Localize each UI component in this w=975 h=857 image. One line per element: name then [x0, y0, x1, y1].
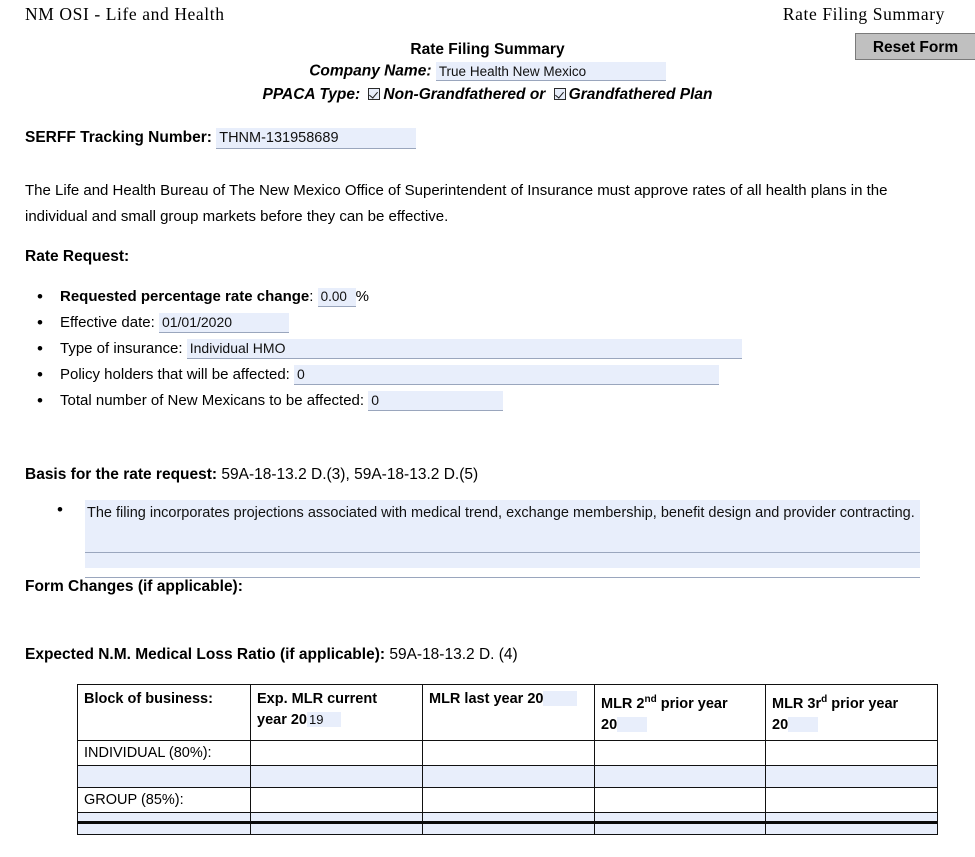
reset-form-button[interactable]: Reset Form — [855, 33, 975, 60]
list-item-effective-date — [60, 310, 975, 336]
column-mlr-3rd-sup: d — [821, 694, 828, 705]
rate-request-list — [25, 284, 975, 414]
form-changes-heading: Form Changes (if applicable): — [25, 578, 243, 595]
column-mlr-2nd-label: MLR 2 — [601, 695, 645, 712]
row-label-group: GROUP (85%): — [78, 787, 251, 812]
policy-holders-input[interactable] — [294, 365, 719, 385]
column-block-of-business-label: Block of business: — [84, 691, 213, 707]
cell-individual-2nd[interactable] — [595, 740, 766, 765]
percentage-rate-change-input[interactable] — [318, 288, 356, 307]
percentage-rate-change-label: Requested percentage rate change — [60, 288, 310, 305]
exp-mlr-current-year-input[interactable] — [307, 712, 341, 727]
percentage-rate-change-colon: : — [309, 288, 318, 305]
column-block-of-business — [78, 685, 251, 741]
cell-individual-current[interactable] — [251, 740, 423, 765]
header-left-text: NM OSI - Life and Health — [25, 4, 225, 24]
non-grandfathered-label: Non-Grandfathered or — [383, 86, 546, 103]
grandfathered-label: Grandfathered Plan — [568, 86, 713, 103]
document-header — [0, 4, 975, 30]
list-item-total-new-mexicans — [60, 388, 975, 414]
column-mlr-3rd-tail: prior year — [827, 695, 899, 712]
mlr-citation: 59A-18-13.2 D. (4) — [385, 646, 518, 663]
cell-individual-blank-last[interactable] — [423, 765, 595, 787]
serff-tracking-number-input[interactable] — [216, 128, 416, 149]
mlr-table — [77, 684, 938, 835]
cell-group-current[interactable] — [251, 787, 423, 812]
ppaca-type-row — [0, 86, 975, 104]
column-exp-mlr-current-year — [251, 685, 423, 741]
cell-individual-3rd[interactable] — [766, 740, 938, 765]
grandfathered-checkbox[interactable] — [554, 88, 566, 100]
company-name-label: Company Name: — [309, 62, 432, 80]
basis-underline-1 — [85, 552, 920, 553]
cell-group-last[interactable] — [423, 787, 595, 812]
table-bottom-rule — [77, 821, 937, 824]
effective-date-label: Effective date: — [60, 314, 159, 331]
column-mlr-2nd-prior-year — [595, 685, 766, 741]
column-mlr-last-year — [423, 685, 595, 741]
total-new-mexicans-label: Total number of New Mexicans to be affected: — [60, 392, 369, 409]
cell-individual-blank-2nd[interactable] — [595, 765, 766, 787]
basis-text-input[interactable] — [85, 500, 920, 568]
list-item-percentage-rate-change — [60, 284, 975, 310]
type-of-insurance-label: Type of insurance: — [60, 340, 187, 357]
company-name-input[interactable] — [436, 62, 666, 81]
cell-group-2nd[interactable] — [595, 787, 766, 812]
cell-individual-blank-current[interactable] — [251, 765, 423, 787]
column-mlr-2nd-line2: 20 — [601, 716, 618, 733]
non-grandfathered-checkbox[interactable] — [368, 88, 380, 100]
percent-symbol: % — [355, 288, 369, 305]
rate-request-heading: Rate Request: — [25, 248, 130, 265]
table-header-row — [78, 685, 938, 741]
page-title: Rate Filing Summary — [410, 41, 565, 58]
list-item-type-of-insurance — [60, 336, 975, 362]
company-name-row — [0, 62, 975, 81]
type-of-insurance-input[interactable] — [187, 339, 742, 359]
cell-individual-last[interactable] — [423, 740, 595, 765]
table-row — [78, 787, 938, 812]
header-right-text: Rate Filing Summary — [782, 4, 945, 24]
list-item-policy-holders — [60, 362, 975, 388]
row-label-individual-blank[interactable] — [78, 765, 251, 787]
column-mlr-3rd-prior-year — [766, 685, 938, 741]
mlr-last-year-input[interactable] — [543, 691, 577, 706]
policy-holders-label: Policy holders that will be affected: — [60, 366, 295, 383]
basis-citation: 59A-18-13.2 D.(3), 59A-18-13.2 D.(5) — [217, 466, 479, 483]
basis-label: Basis for the rate request: — [25, 466, 218, 483]
column-mlr-3rd-label: MLR 3r — [772, 695, 822, 712]
serff-label: SERFF Tracking Number: — [25, 129, 212, 146]
ppaca-type-label: PPACA Type: — [262, 86, 361, 103]
basis-bullet-icon: • — [57, 500, 63, 519]
column-mlr-2nd-sup: nd — [644, 694, 657, 705]
mlr-label: Expected N.M. Medical Loss Ratio (if applicable): — [25, 646, 386, 663]
column-mlr-3rd-line2: 20 — [772, 716, 789, 733]
row-label-individual: INDIVIDUAL (80%): — [78, 740, 251, 765]
column-mlr-last-year-label: MLR last year 20 — [429, 691, 544, 707]
total-new-mexicans-input[interactable] — [368, 391, 503, 411]
intro-paragraph: The Life and Health Bureau of The New Mexico Office of Superintendent of Insurance must approve rates of all health plans in the individual and small group markets before they can be effective. — [25, 182, 888, 225]
column-mlr-2nd-tail: prior year — [656, 695, 728, 712]
table-row — [78, 740, 938, 765]
column-exp-mlr-line1: Exp. MLR current — [257, 691, 378, 707]
serff-row — [25, 128, 416, 149]
effective-date-input[interactable] — [159, 313, 289, 333]
cell-individual-blank-3rd[interactable] — [766, 765, 938, 787]
mlr-heading — [25, 646, 518, 664]
table-row — [78, 765, 938, 787]
column-exp-mlr-line2: year 20 — [257, 712, 307, 728]
cell-group-3rd[interactable] — [766, 787, 938, 812]
mlr-2nd-prior-year-input[interactable] — [617, 717, 647, 732]
basis-heading — [25, 466, 478, 484]
mlr-3rd-prior-year-input[interactable] — [788, 717, 818, 732]
